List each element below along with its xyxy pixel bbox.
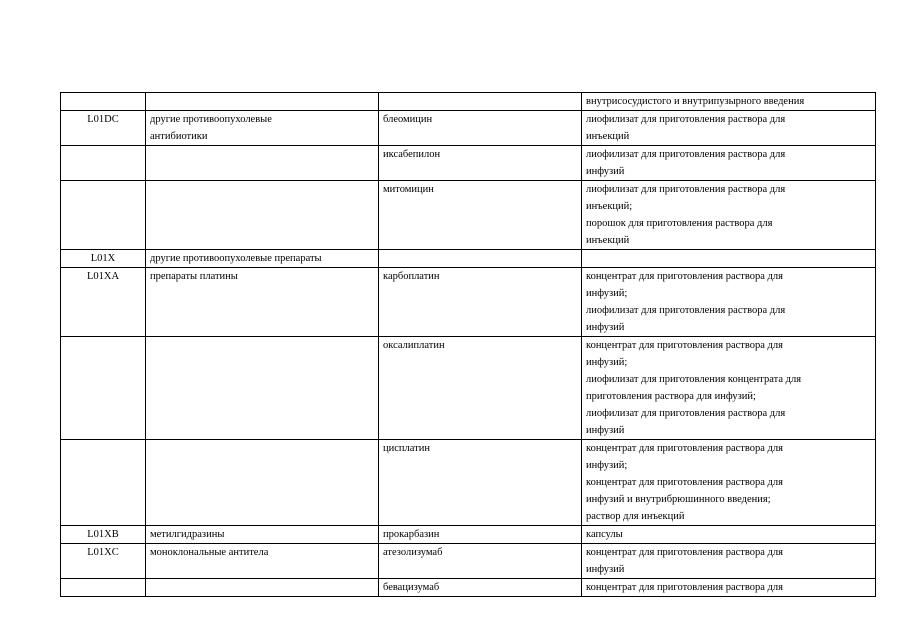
dosage-form-line: концентрат для приготовления раствора для <box>586 582 783 593</box>
dosage-forms-cell <box>582 146 876 181</box>
table-row <box>61 526 876 544</box>
group-line: метилгидразины <box>150 529 225 540</box>
atc-code-cell <box>61 146 146 181</box>
dosage-form-line: инфузий <box>586 166 625 177</box>
drug-name-cell: митомицин <box>379 181 582 250</box>
atc-code-cell <box>61 440 146 526</box>
drug-name-cell: карбоплатин <box>379 268 582 337</box>
group-line: другие противоопухолевые препараты <box>150 253 322 264</box>
dosage-forms-cell <box>582 544 876 579</box>
dosage-form-line: приготовления раствора для инфузий; <box>586 391 756 402</box>
dosage-forms-cell <box>582 181 876 250</box>
dosage-form-line: инфузий <box>586 322 625 333</box>
dosage-form-line: концентрат для приготовления раствора для <box>586 443 783 454</box>
group-line: моноклональные антитела <box>150 547 269 558</box>
group-cell <box>146 544 379 579</box>
atc-code-cell <box>61 337 146 440</box>
atc-code-cell <box>61 579 146 597</box>
atc-code-cell <box>61 181 146 250</box>
dosage-form-line: лиофилизат для приготовления раствора для <box>586 149 786 160</box>
dosage-form-line: лиофилизат для приготовления концентрата для <box>586 374 802 385</box>
dosage-form-line: концентрат для приготовления раствора для <box>586 477 783 488</box>
table-row <box>61 544 876 579</box>
dosage-form-line: лиофилизат для приготовления раствора для <box>586 184 786 195</box>
atc-code-cell: L01XB <box>61 526 146 544</box>
dosage-form-line: внутрисосудистого и внутрипузырного введения <box>586 96 805 107</box>
dosage-form-line: лиофилизат для приготовления раствора для <box>586 305 786 316</box>
drug-table <box>60 92 876 597</box>
dosage-form-line: концентрат для приготовления раствора для <box>586 271 783 282</box>
dosage-form-line: инфузий <box>586 564 625 575</box>
group-cell <box>146 250 379 268</box>
drug-name-cell <box>379 250 582 268</box>
drug-name-cell <box>379 93 582 111</box>
group-cell <box>146 181 379 250</box>
drug-name-cell: прокарбазин <box>379 526 582 544</box>
drug-name-cell: оксалиплатин <box>379 337 582 440</box>
table-row <box>61 93 876 111</box>
dosage-form-line: инфузий <box>586 425 625 436</box>
dosage-form-line: инъекций <box>586 131 630 142</box>
dosage-forms-cell <box>582 440 876 526</box>
atc-code-cell <box>61 93 146 111</box>
dosage-forms-cell <box>582 111 876 146</box>
drug-table-body <box>61 93 876 597</box>
group-cell <box>146 111 379 146</box>
group-line: препараты платины <box>150 271 238 282</box>
dosage-form-line: концентрат для приготовления раствора для <box>586 340 783 351</box>
drug-name-cell: цисплатин <box>379 440 582 526</box>
group-cell <box>146 93 379 111</box>
table-row <box>61 440 876 526</box>
table-row <box>61 250 876 268</box>
dosage-form-line: инфузий; <box>586 460 628 471</box>
dosage-form-line: инъекций <box>586 235 630 246</box>
dosage-form-line: инфузий; <box>586 288 628 299</box>
group-line: другие противоопухолевые <box>150 114 272 125</box>
table-row <box>61 268 876 337</box>
dosage-form-line: раствор для инъекций <box>586 511 685 522</box>
drug-name-cell: бевацизумаб <box>379 579 582 597</box>
group-cell <box>146 337 379 440</box>
table-row <box>61 579 876 597</box>
dosage-form-line: лиофилизат для приготовления раствора для <box>586 408 786 419</box>
group-cell <box>146 440 379 526</box>
table-row <box>61 146 876 181</box>
dosage-form-line: порошок для приготовления раствора для <box>586 218 773 229</box>
dosage-form-line: капсулы <box>586 529 623 540</box>
atc-code-cell: L01X <box>61 250 146 268</box>
dosage-form-line: инъекций; <box>586 201 633 212</box>
group-line: антибиотики <box>150 131 208 142</box>
dosage-form-line: инфузий и внутрибрюшинного введения; <box>586 494 771 505</box>
drug-name-cell: иксабепилон <box>379 146 582 181</box>
dosage-forms-cell <box>582 250 876 268</box>
dosage-forms-cell <box>582 337 876 440</box>
table-row <box>61 111 876 146</box>
group-cell <box>146 579 379 597</box>
dosage-form-line: инфузий; <box>586 357 628 368</box>
table-row <box>61 181 876 250</box>
dosage-forms-cell <box>582 579 876 597</box>
dosage-forms-cell <box>582 268 876 337</box>
atc-code-cell: L01XC <box>61 544 146 579</box>
atc-code-cell: L01DC <box>61 111 146 146</box>
dosage-forms-cell <box>582 93 876 111</box>
drug-name-cell: атезолизумаб <box>379 544 582 579</box>
table-row <box>61 337 876 440</box>
group-cell <box>146 268 379 337</box>
dosage-form-line: концентрат для приготовления раствора для <box>586 547 783 558</box>
drug-name-cell: блеомицин <box>379 111 582 146</box>
dosage-form-line: лиофилизат для приготовления раствора для <box>586 114 786 125</box>
group-cell <box>146 146 379 181</box>
dosage-forms-cell <box>582 526 876 544</box>
group-cell <box>146 526 379 544</box>
atc-code-cell: L01XA <box>61 268 146 337</box>
